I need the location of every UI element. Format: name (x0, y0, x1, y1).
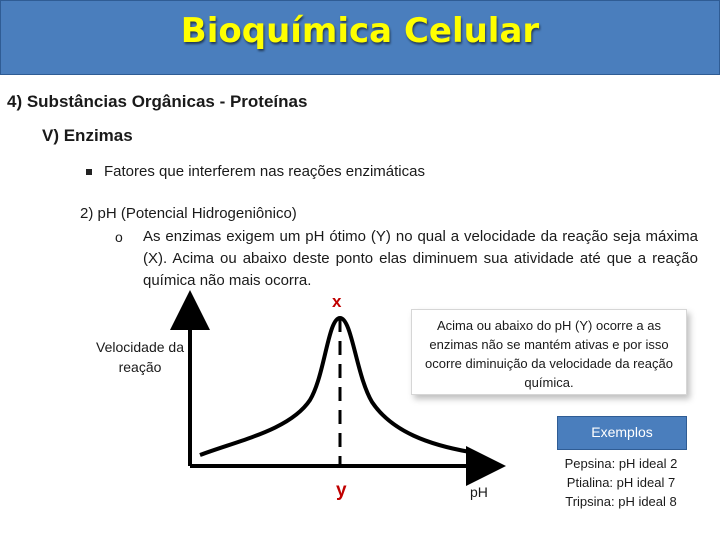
example-item: Pepsina: pH ideal 2 (564, 456, 678, 471)
examples-list (555, 454, 687, 511)
explanation-paragraph: As enzimas exigem um pH ótimo (Y) no qual a velocidade da reação seja máxima (X). Acima ou abaixo deste ponto elas diminuem sua atividade até que a reação química não mais ocorra. (143, 228, 698, 289)
circle-bullet-icon: o (115, 229, 123, 245)
optimum-ph-label: y (336, 480, 347, 501)
slide-title: Bioquímica Celular (180, 11, 540, 51)
y-axis-label: Velocidade da reação (96, 339, 184, 375)
section-heading: 4) Substâncias Orgânicas - Proteínas (7, 92, 308, 111)
note-text: Acima ou abaixo do pH (Y) ocorre a as enzimas não se mantém ativas e por isso ocorre diminuição da velocidade da reação química. (425, 318, 673, 390)
examples-header: Exemplos (557, 416, 687, 450)
note-callout (411, 309, 687, 395)
example-item: Tripsina: pH ideal 8 (565, 494, 677, 509)
example-item: Ptialina: pH ideal 7 (566, 475, 676, 490)
bullet-text: Fatores que interferem nas reações enzimáticas (104, 163, 425, 180)
x-axis-label: pH (470, 484, 488, 500)
subsection-heading: V) Enzimas (42, 126, 133, 145)
max-velocity-label: x (332, 292, 342, 311)
numbered-item: 2) pH (Potencial Hidrogeniônico) (80, 205, 297, 222)
